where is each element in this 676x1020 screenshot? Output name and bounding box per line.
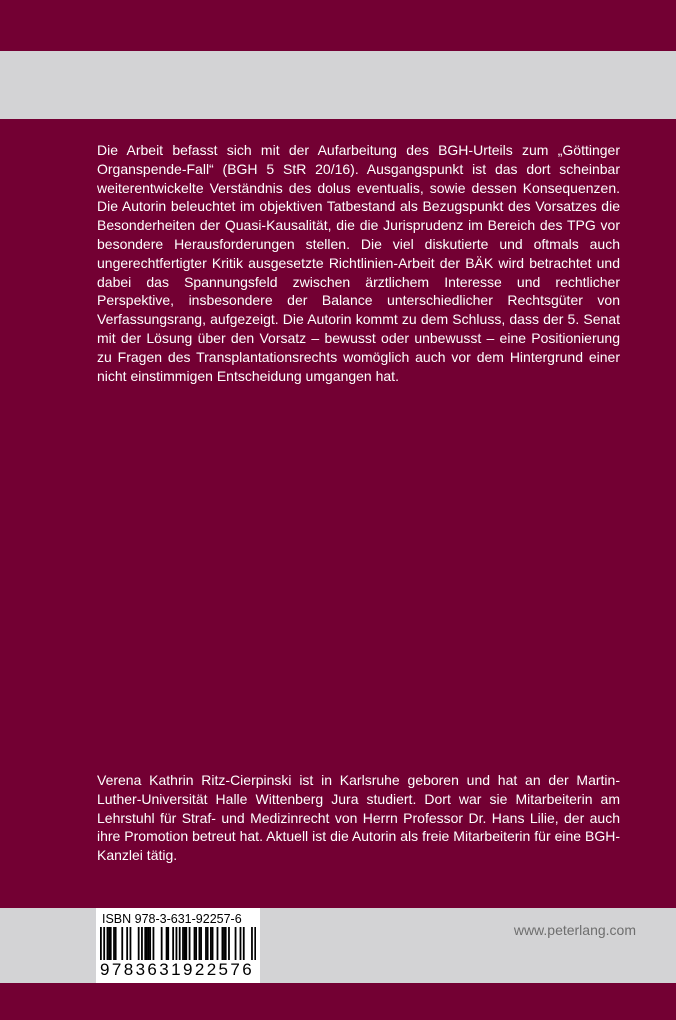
barcode-bar <box>108 927 110 960</box>
barcode-bar <box>222 927 224 960</box>
barcode-bar <box>217 927 219 960</box>
barcode-bar <box>100 927 102 960</box>
barcode-bar <box>179 927 181 960</box>
barcode-bars <box>100 927 256 960</box>
barcode-bar <box>167 927 169 960</box>
barcode-bar <box>182 927 184 960</box>
barcode-bar <box>103 927 105 960</box>
barcode-bar <box>107 927 109 960</box>
author-biography: Verena Kathrin Ritz-Cierpinski ist in Karlsruhe geboren und hat an der Martin-Luther-Universität Halle Wittenberg Jura studiert. Dort war sie Mitarbeiterin am Lehrstuhl für Straf- und Medizinrecht von Herrn Professor Dr. Hans Lilie, der auch ihre Promotion betreut hat. Aktuell ist die Autorin als freie Mitarbeiterin für eine BGH-Kanzlei tätig. <box>97 772 620 864</box>
barcode-bar <box>138 927 140 960</box>
isbn-label: ISBN 978-3-631-92257-6 <box>102 912 242 926</box>
barcode-bar <box>146 927 148 960</box>
barcode-bar <box>240 927 242 960</box>
barcode-bar <box>210 927 212 960</box>
barcode-bar <box>185 927 187 960</box>
barcode-bar <box>199 927 201 960</box>
barcode-bar <box>184 927 186 960</box>
barcode-bar <box>149 927 151 960</box>
barcode-bar <box>212 927 214 960</box>
barcode-bar <box>200 927 202 960</box>
barcode-bar <box>144 927 146 960</box>
barcode-bar <box>148 927 150 960</box>
barcode-bar <box>235 927 237 960</box>
book-description: Die Arbeit befasst sich mit der Aufarbeitung des BGH-Urteils zum „Göttinger Organspende-Fall“ (BGH 5 StR 20/16). Ausgangspunkt ist das dort scheinbar weiterentwickelte Verständnis des dolus eventualis, sowie dessen Konsequenzen. Die Autorin beleuchtet im objektiven Tatbestand als Bezugspunkt des Vorsatzes die Besonderheiten der Quasi-Kausalität, die die Jurisprudenz im Bereich des TPG vor besondere Herausforderungen stellen. Die viel diskutierte und oftmals auch ungerechtfertigter Kritik ausgesetzte Richtlinien-Arbeit der BÄK wird betrachtet und dabei das Spannungsfeld zwischen ärztlichem Interesse und rechtlicher Perspektive, insbesondere der Balance unterschiedlicher Rechtsgüter von Verfassungsrang, aufgezeigt. Die Autorin kommt zu dem Schluss, dass der 5. Senat mit der Lösung über den Vorsatz – bewusst oder unbewusst – eine Positionierung zu Fragen des Transplantationsrechts womöglich auch vor dem Hintergrund einer nicht einstimmigen Entscheidung umgangen hat. <box>97 142 620 384</box>
barcode-digits: 9783631922576 <box>100 960 255 979</box>
barcode-bar <box>195 927 197 960</box>
barcode-bar <box>153 927 155 960</box>
barcode-bar <box>130 927 132 960</box>
barcode-bar <box>223 927 225 960</box>
barcode-bar <box>225 927 227 960</box>
barcode-bar <box>207 927 209 960</box>
barcode-bar <box>243 927 245 960</box>
barcode-bar <box>176 927 178 960</box>
barcode-bar <box>141 927 143 960</box>
top-grey-band <box>0 51 676 119</box>
barcode-bar <box>189 927 191 960</box>
barcode-bar <box>126 927 128 960</box>
isbn-barcode <box>96 908 260 983</box>
barcode-bar <box>161 927 163 960</box>
barcode-bar <box>254 927 256 960</box>
barcode-bar <box>121 927 123 960</box>
barcode-bar <box>115 927 117 960</box>
publisher-website: www.peterlang.com <box>513 922 636 938</box>
barcode-bar <box>166 927 168 960</box>
barcode-bar <box>194 927 196 960</box>
barcode-bar <box>251 927 253 960</box>
barcode-bar <box>205 927 207 960</box>
barcode-bar <box>113 927 115 960</box>
barcode-bar <box>172 927 174 960</box>
barcode-bar <box>110 927 112 960</box>
barcode-bar <box>228 927 230 960</box>
